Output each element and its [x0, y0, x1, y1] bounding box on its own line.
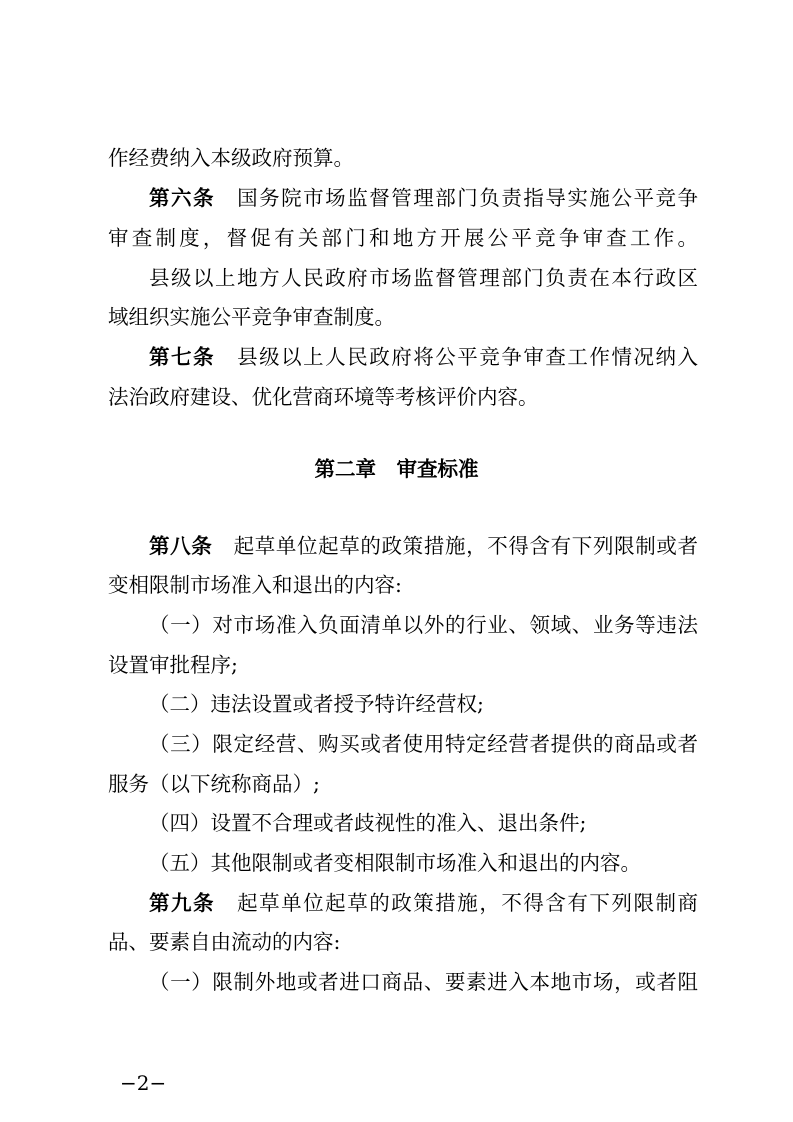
article-label: 第六条 [149, 186, 216, 210]
list-item: （一）对市场准入负面清单以外的行业、领域、业务等违法 [149, 613, 698, 637]
list-item: （三）限定经营、购买或者使用特定经营者提供的商品或者 [149, 732, 698, 756]
list-item: （二）违法设置或者授予特许经营权; [149, 692, 484, 716]
text-line: 服务（以下统称商品）; [108, 772, 320, 796]
article-label: 第七条 [149, 345, 216, 369]
text-line: 县级以上地方人民政府市场监督管理部门负责在本行政区 [149, 266, 698, 290]
text-line: 品、要素自由流动的内容: [108, 930, 341, 954]
article-label: 第八条 [149, 534, 213, 558]
text-line: 审查制度，督促有关部门和地方开展公平竞争审查工作。 [108, 226, 698, 250]
text-line: 作经费纳入本级政府预算。 [108, 146, 354, 170]
text-line: 设置审批程序; [108, 653, 238, 677]
article-8-line: 第八条 起草单位起草的政策措施，不得含有下列限制或者 [149, 534, 698, 558]
text-line: 域组织实施公平竞争审查制度。 [108, 305, 395, 329]
list-item: （一）限制外地或者进口商品、要素进入本地市场，或者阻 [149, 970, 698, 994]
article-9-line: 第九条 起草单位起草的政策措施，不得含有下列限制商 [149, 891, 698, 915]
list-item: （四）设置不合理或者歧视性的准入、退出条件; [149, 811, 587, 835]
chapter-heading: 第二章 审查标准 [314, 457, 479, 481]
page-number: −2− [120, 1071, 167, 1095]
article-7-line: 第七条 县级以上人民政府将公平竞争审查工作情况纳入 [149, 345, 698, 369]
article-label: 第九条 [149, 891, 216, 915]
article-6-line: 第六条 国务院市场监督管理部门负责指导实施公平竞争 [149, 186, 698, 210]
text-line: 法治政府建设、优化营商环境等考核评价内容。 [108, 385, 539, 409]
text-line: 变相限制市场准入和退出的内容: [108, 573, 402, 597]
list-item: （五）其他限制或者变相限制市场准入和退出的内容。 [149, 851, 641, 875]
